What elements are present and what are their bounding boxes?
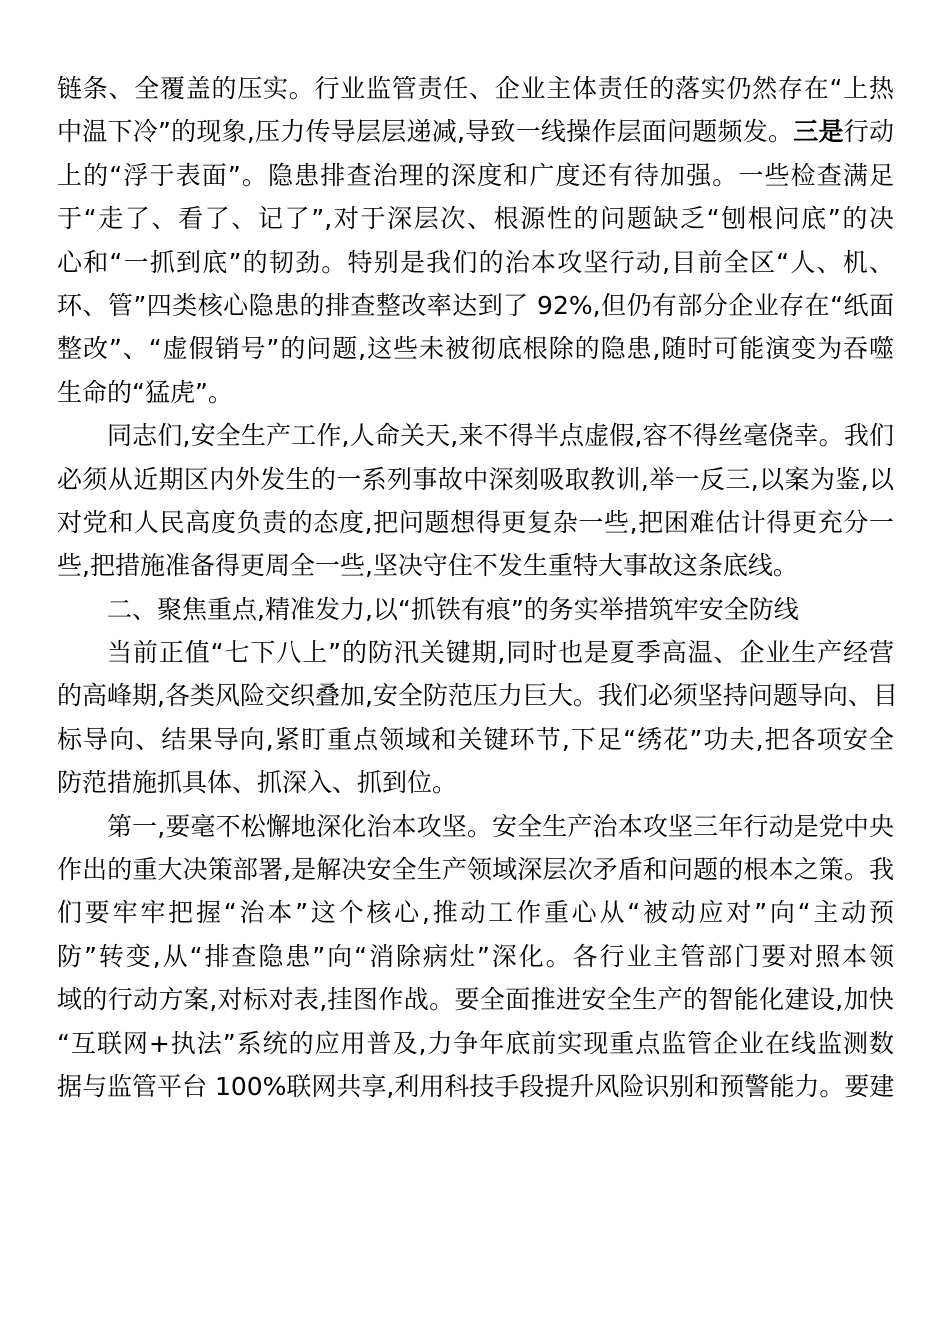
text-segment: 们要牢牢把握“治本”这个核心,推动工作重心从“被动应对”向“主动预 [57,898,894,928]
paragraph [57,631,898,805]
text-line [57,1065,894,1108]
text-line [57,935,894,978]
text-segment: 上的“浮于表面”。隐患排查治理的深度和广度还有待加强。一些检查满足 [57,160,894,190]
bold-keyword: 三是 [793,117,844,147]
text-segment: 链条、全覆盖的压实。行业监管责任、企业主体责任的落实仍然存在“上热 [57,74,894,103]
text-segment: 标导向、结果导向,紧盯重点领域和关键环节,下足“绣花”功夫,把各项安全 [57,724,894,754]
text-line [57,371,894,414]
text-segment: 的高峰期,各类风险交织叠加,安全防范压力巨大。我们必须坚持问题导向、目 [57,681,898,711]
text-line [57,891,894,934]
text-line [57,631,894,674]
text-segment: 环、管”四类核心隐患的排查整改率达到了 92%,但仍有部分企业存在“纸面 [57,290,894,320]
text-segment: 行动 [843,117,894,147]
text-line [57,544,894,587]
text-line [57,718,894,761]
text-line [57,241,894,284]
text-line [57,414,894,457]
text-line [57,848,894,891]
text-line [57,588,894,631]
text-line [57,1022,894,1065]
text-line [57,327,894,370]
text-segment: 些,把措施准备得更周全一些,坚决守住不发生重特大事故这条底线。 [57,551,798,581]
text-segment: 据与监管平台 100%联网共享,利用科技手段提升风险识别和预警能力。要建 [57,1071,895,1101]
text-segment: “互联网+执法”系统的应用普及,力争年底前实现重点监管企业在线监测数 [57,1028,894,1058]
text-segment: 作出的重大决策部署,是解决安全生产领域深层次矛盾和问题的根本之策。我 [57,855,894,885]
text-segment: 二、聚焦重点,精准发力,以“抓铁有痕”的务实举措筑牢安全防线 [107,594,799,624]
text-line [57,284,894,327]
text-line [57,674,898,717]
paragraph [57,805,894,1109]
text-line [57,197,894,240]
text-segment: 域的行动方案,对标对表,挂图作战。要全面推进安全生产的智能化建设,加快 [57,985,894,1015]
text-line [57,67,894,110]
text-segment: 当前正值“七下八上”的防汛关键期,同时也是夏季高温、企业生产经营 [107,638,894,668]
text-segment: 对党和人民高度负责的态度,把问题想得更复杂一些,把困难估计得更充分一 [57,507,894,537]
text-segment: 整改”、“虚假销号”的问题,这些未被彻底根除的隐患,随时可能演变为吞噬 [57,334,894,364]
text-segment: 必须从近期区内外发生的一系列事故中深刻吸取教训,举一反三,以案为鉴,以 [57,464,894,494]
text-segment: 同志们,安全生产工作,人命关天,来不得半点虚假,容不得丝毫侥幸。我们 [107,421,894,451]
text-segment: 心和“一抓到底”的韧劲。特别是我们的治本攻坚行动,目前全区“人、机、 [57,247,894,277]
text-line [57,501,894,544]
text-line [57,978,894,1021]
text-segment: 生命的“猛虎”。 [57,377,233,407]
document-body [57,67,898,1108]
paragraph [57,67,894,414]
section-heading [57,588,894,631]
paragraph [57,414,894,588]
text-line [57,154,894,197]
text-segment: 中温下冷”的现象,压力传导层层递减,导致一线操作层面问题频发。 [57,117,794,147]
text-segment: 于“走了、看了、记了”,对于深层次、根源性的问题缺乏“刨根问底”的决 [57,204,894,234]
text-line [57,761,894,804]
text-line [57,458,894,501]
text-line [57,110,894,153]
text-segment: 防”转变,从“排查隐患”向“消除病灶”深化。各行业主管部门要对照本领 [57,941,894,971]
text-segment: 第一,要毫不松懈地深化治本攻坚。安全生产治本攻坚三年行动是党中央 [107,811,894,841]
text-segment: 防范措施抓具体、抓深入、抓到位。 [57,768,458,798]
text-line [57,805,894,848]
